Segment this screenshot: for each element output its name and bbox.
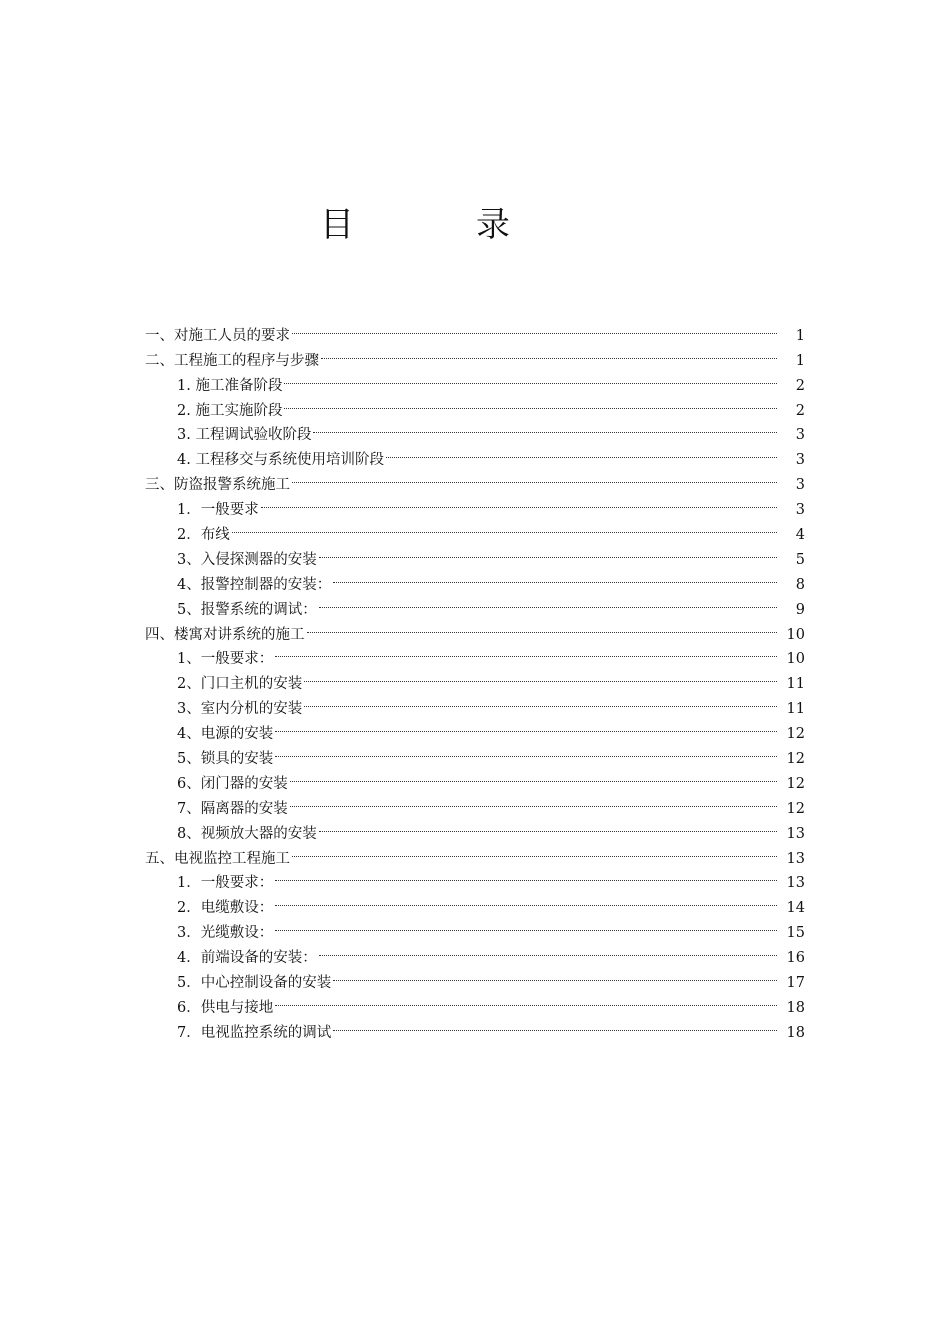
toc-dot-leader bbox=[275, 987, 777, 1012]
toc-entry-page-number: 8 bbox=[795, 576, 805, 593]
toc-entry-label: 1．一般要求： bbox=[177, 875, 274, 892]
toc-entry-page-number: 3 bbox=[795, 477, 805, 494]
toc-entry[interactable] bbox=[145, 539, 805, 568]
toc-dot-leader bbox=[319, 539, 777, 564]
toc-entry-page-number: 10 bbox=[786, 626, 805, 643]
toc-entry-page-number: 18 bbox=[786, 1024, 805, 1041]
toc-entry-label: 3．光缆敷设： bbox=[177, 925, 274, 942]
toc-entry-page-number: 11 bbox=[786, 701, 805, 718]
toc-entry-page-number: 18 bbox=[786, 999, 805, 1016]
toc-entry-label: 一、对施工人员的要求 bbox=[145, 327, 290, 344]
toc-entry-label: 四、楼寓对讲系统的施工 bbox=[145, 626, 305, 643]
toc-dot-leader bbox=[333, 564, 777, 589]
toc-entry-page-number: 2 bbox=[795, 377, 805, 394]
toc-entry-page-number: 15 bbox=[786, 925, 805, 942]
toc-title bbox=[320, 200, 520, 250]
toc-dot-leader bbox=[275, 887, 777, 912]
toc-dot-leader bbox=[313, 415, 777, 440]
toc-dot-leader bbox=[275, 912, 777, 937]
toc-dot-leader bbox=[275, 863, 777, 888]
toc-dot-leader bbox=[290, 788, 777, 813]
toc-dot-leader bbox=[307, 614, 778, 639]
toc-title-char-2: 录 bbox=[476, 205, 510, 245]
toc-entry-label: 3、入侵探测器的安装 bbox=[177, 551, 317, 568]
toc-entry-label: 3、室内分机的安装 bbox=[177, 701, 303, 718]
toc-entry-page-number: 2 bbox=[795, 402, 805, 419]
toc-entry-label: 5、报警系统的调试： bbox=[177, 601, 317, 618]
toc-entry-page-number: 13 bbox=[786, 875, 805, 892]
toc-entry-page-number: 4 bbox=[795, 527, 805, 544]
toc-entry-page-number: 3 bbox=[795, 452, 805, 469]
toc-dot-leader bbox=[275, 713, 777, 738]
toc-entry-page-number: 13 bbox=[786, 825, 805, 842]
toc-dot-leader bbox=[261, 489, 777, 514]
toc-title-char-1: 目 bbox=[320, 205, 354, 245]
toc-entry-page-number: 1 bbox=[795, 352, 805, 369]
toc-entry-label: 5、锁具的安装 bbox=[177, 751, 274, 768]
toc-entry-page-number: 11 bbox=[786, 676, 805, 693]
toc-dot-leader bbox=[284, 390, 777, 415]
toc-dot-leader bbox=[319, 937, 777, 962]
toc-entry-page-number: 17 bbox=[786, 975, 805, 992]
toc-entry-page-number: 5 bbox=[795, 551, 805, 568]
toc-dot-leader bbox=[386, 439, 777, 464]
toc-entry-page-number: 12 bbox=[786, 775, 805, 792]
toc-entry-label: 二、工程施工的程序与步骤 bbox=[145, 352, 319, 369]
toc-entry-page-number: 12 bbox=[786, 751, 805, 768]
toc-entry-page-number: 1 bbox=[795, 327, 805, 344]
toc-entry-label: 1．一般要求 bbox=[177, 502, 259, 519]
toc-entry-page-number: 12 bbox=[786, 726, 805, 743]
toc-entry-label: 2．布线 bbox=[177, 527, 230, 544]
toc-dot-leader bbox=[333, 962, 777, 987]
toc-dot-leader bbox=[290, 763, 777, 788]
toc-entry-label: 五、电视监控工程施工 bbox=[145, 850, 290, 867]
toc-entry-label: 2. 施工实施阶段 bbox=[177, 402, 283, 419]
toc-entry-page-number: 14 bbox=[786, 900, 805, 917]
toc-entry-page-number: 13 bbox=[786, 850, 805, 867]
toc-entry-label: 4．前端设备的安装： bbox=[177, 950, 317, 967]
toc-entry-label: 4. 工程移交与系统使用培训阶段 bbox=[177, 452, 384, 469]
toc-entry-label: 2．电缆敷设： bbox=[177, 900, 274, 917]
toc-entry-page-number: 12 bbox=[786, 800, 805, 817]
toc-entry-label: 4、电源的安装 bbox=[177, 726, 274, 743]
table-of-contents bbox=[145, 315, 805, 1041]
toc-dot-leader bbox=[284, 365, 777, 390]
toc-dot-leader bbox=[292, 838, 777, 863]
toc-entry-label: 1、一般要求： bbox=[177, 651, 274, 668]
toc-entry-label: 6．供电与接地 bbox=[177, 999, 274, 1016]
toc-entry-page-number: 3 bbox=[795, 427, 805, 444]
toc-dot-leader bbox=[319, 813, 777, 838]
toc-entry-label: 5．中心控制设备的安装 bbox=[177, 975, 332, 992]
toc-entry-label: 三、防盗报警系统施工 bbox=[145, 477, 290, 494]
toc-entry-label: 3. 工程调试验收阶段 bbox=[177, 427, 312, 444]
toc-dot-leader bbox=[292, 315, 777, 340]
toc-dot-leader bbox=[292, 464, 777, 489]
toc-dot-leader bbox=[275, 639, 777, 664]
toc-entry-page-number: 10 bbox=[786, 651, 805, 668]
toc-dot-leader bbox=[319, 589, 777, 614]
toc-entry[interactable] bbox=[145, 315, 805, 344]
toc-entry-label: 6、闭门器的安装 bbox=[177, 775, 288, 792]
toc-dot-leader bbox=[304, 688, 777, 713]
toc-dot-leader bbox=[232, 514, 777, 539]
toc-entry[interactable] bbox=[145, 514, 805, 544]
toc-entry-label: 4、报警控制器的安装： bbox=[177, 576, 332, 593]
toc-dot-leader bbox=[333, 1012, 777, 1037]
toc-entry-page-number: 16 bbox=[786, 950, 805, 967]
toc-entry-label: 1. 施工准备阶段 bbox=[177, 377, 283, 394]
toc-entry-label: 8、视频放大器的安装 bbox=[177, 825, 317, 842]
toc-entry-label: 7．电视监控系统的调试 bbox=[177, 1024, 332, 1041]
toc-entry-page-number: 3 bbox=[795, 502, 805, 519]
toc-dot-leader bbox=[275, 738, 777, 763]
toc-dot-leader bbox=[304, 663, 777, 688]
toc-entry-label: 7、隔离器的安装 bbox=[177, 800, 288, 817]
toc-entry-page-number: 9 bbox=[795, 601, 805, 618]
toc-dot-leader bbox=[321, 340, 777, 365]
toc-entry-label: 2、门口主机的安装 bbox=[177, 676, 303, 693]
